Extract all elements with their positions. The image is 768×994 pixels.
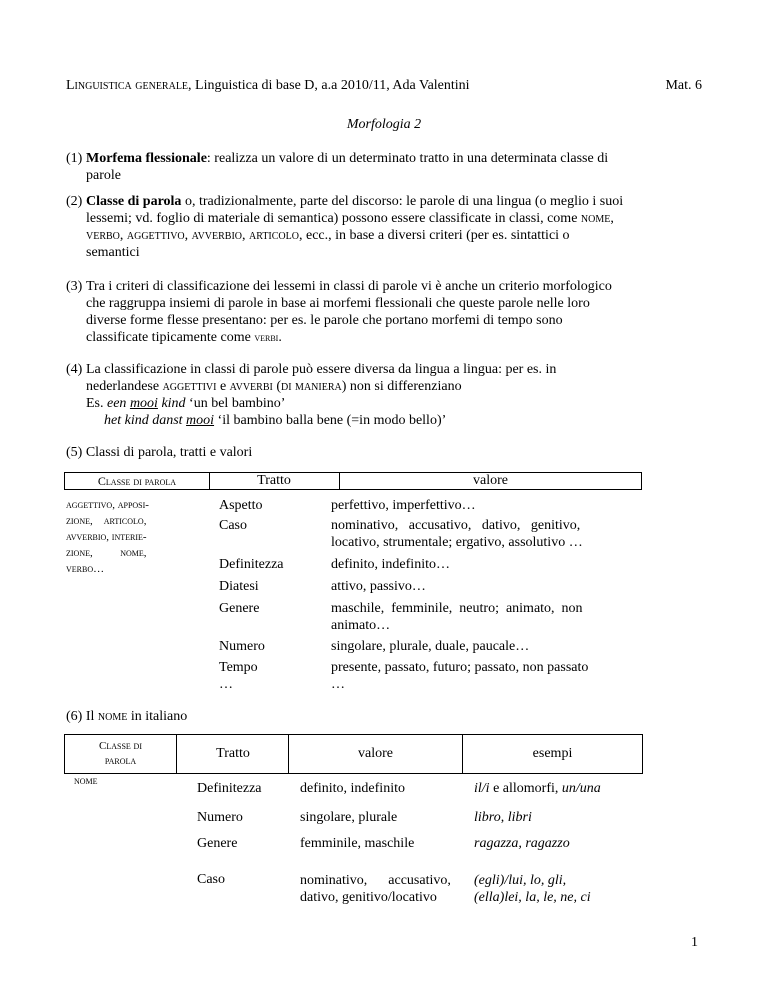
table5-tratto: Definitezza [219, 557, 284, 572]
item-text: o, tradizionalmente, parte del discorso: le parole di una lingua (o meglio i suoi [181, 194, 624, 209]
table6-esempi [474, 810, 532, 826]
section-5-label: (5) Classi di parola, tratti e valori [66, 445, 253, 460]
item-text-smallcaps: nome [580, 211, 611, 226]
class-list-line: verbo… [66, 563, 105, 575]
table5-header-classe: Classe di parola [65, 473, 210, 489]
example-text: libro [474, 810, 501, 825]
table6-class-nome: nome [74, 775, 98, 787]
table5-tratto: Aspetto [219, 498, 263, 513]
item-text: ) non si differenziano [341, 379, 462, 394]
item-2: (2) Classe di parola o, tradizionalmente, parte del discorso: le parole di una lingua (o meglio i suoi lessemi; vd. foglio di materiale di semantica) possono essere classificate in classi, come nome, verbo, aggettivo, avverbio, articolo, ecc., in base a diversi criteri (per es. sintattici o semantici [66, 194, 624, 260]
table5-header [64, 472, 642, 490]
example-text: e allomorfi, [489, 781, 562, 796]
table5-valore: singolare, plurale, duale, paucale… [331, 639, 530, 654]
item-text: classificate tipicamente come [86, 330, 255, 345]
title-number: 2 [410, 117, 422, 132]
page-header [66, 78, 702, 98]
value-line: animato… [331, 618, 391, 633]
item-text-smallcaps: aggettivi [162, 379, 217, 394]
value-line: nominativo, accusativo, [300, 873, 451, 888]
table6-tratto: Numero [197, 810, 243, 825]
table6-tratto: Definitezza [197, 781, 262, 796]
example-text: het kind danst [104, 413, 187, 428]
section-text-smallcaps: nome [97, 709, 128, 724]
item-4 [66, 361, 698, 395]
value-line: maschile, femminile, neutro; animato, non [331, 601, 583, 616]
section-6-label [66, 709, 187, 725]
table5-valore: presente, passato, futuro; passato, non passato [331, 660, 589, 675]
item-text: Tra i criteri di classificazione dei lessemi in classi di parole vi è anche un criterio morfologico [86, 279, 612, 294]
table6-tratto: Genere [197, 836, 238, 851]
item-text: : realizza un valore di un determinato tratto in una determinata classe di [206, 151, 609, 166]
table5-valore: perfettivo, imperfettivo… [331, 498, 476, 513]
table5-tratto: Numero [219, 639, 265, 654]
item-text: La classificazione in classi di parole può essere diversa da lingua a lingua: per es. in [86, 362, 557, 377]
header-course-name: Linguistica generale [66, 78, 189, 93]
value-line: dativo, genitivo/locativo [300, 890, 437, 905]
table5-tratto: Genere [219, 601, 260, 616]
table6-header-classe [65, 735, 177, 773]
table5-valore: attivo, passivo… [331, 579, 426, 594]
item-number: (3) [66, 279, 83, 294]
example-text: libri [507, 810, 532, 825]
table5-tratto: … [219, 677, 233, 692]
table5-valore: definito, indefinito… [331, 557, 450, 572]
item-text-smallcaps: di maniera [281, 379, 342, 394]
table5-tratto: Tempo [219, 660, 258, 675]
example-gloss: ‘il bambino balla bene (=in modo bello)’ [214, 413, 447, 428]
item-text: e [216, 379, 230, 394]
example-text: il/i [474, 781, 490, 796]
page-title [0, 117, 768, 133]
table6-header-valore: valore [289, 735, 463, 773]
item-text: diverse forme flesse presentano: per es. le parole che portano morfemi di tempo sono [86, 313, 563, 328]
section-text: (6) Il [66, 709, 98, 724]
table6-valore: definito, indefinito [300, 781, 405, 796]
class-list-line: avverbio, interie- [66, 531, 147, 543]
example-prefix: Es. [86, 396, 107, 411]
table6-tratto: Caso [197, 872, 225, 887]
item-number: (4) [66, 362, 83, 377]
header-material-number: Mat. 6 [665, 78, 702, 93]
table6-valore: femminile, maschile [300, 836, 415, 851]
item-number: (1) [66, 151, 83, 166]
item-number: (2) [66, 194, 83, 209]
item-text: parole [86, 168, 121, 183]
table5-tratto: Caso [219, 518, 247, 533]
value-line: locativo, strumentale; ergativo, assolutivo … [331, 535, 583, 550]
table5-classes [66, 497, 206, 577]
example-underlined: mooi [129, 396, 158, 411]
item-text: ( [272, 379, 281, 394]
example-1 [86, 395, 285, 412]
table5-valore: … [331, 677, 345, 692]
item-text-smallcaps: avverbi [229, 379, 273, 394]
table6-esempi [474, 872, 591, 906]
header-course-details: , Linguistica di base D, a.a 2010/11, Ada Valentini [188, 78, 470, 93]
item-text: nederlandese [86, 379, 163, 394]
table5-header-tratto: Tratto [209, 473, 340, 489]
example-line: (egli)/lui, lo, gli, [474, 873, 567, 888]
table6-valore: singolare, plurale [300, 810, 398, 825]
table6-esempi: ragazza, ragazzo [474, 836, 570, 851]
item-text: lessemi; vd. foglio di materiale di semantica) possono essere classificate in classi, come [86, 211, 581, 226]
example-2 [104, 412, 446, 429]
item-text-smallcaps: verbi [254, 330, 279, 344]
table6-header [64, 734, 643, 774]
item-text: . [278, 330, 282, 345]
example-underlined: mooi [186, 413, 215, 428]
header-line: Classe di [99, 740, 142, 752]
class-list-line: zione, articolo, [66, 515, 147, 527]
example-text: een [107, 396, 130, 411]
example-line: (ella)lei, la, le, ne, ci [474, 890, 591, 905]
table5-tratto: Diatesi [219, 579, 259, 594]
section-text: in italiano [127, 709, 188, 724]
item-text-smallcaps: verbo, aggettivo, avverbio, articolo [86, 228, 299, 243]
item-3 [66, 278, 698, 346]
header-line: parola [104, 755, 137, 767]
item-1 [66, 150, 698, 184]
page-number: 1 [691, 935, 698, 950]
table5-header-valore: valore [473, 473, 508, 488]
item-text: semantici [86, 245, 140, 260]
table6-header-esempi: esempi [532, 746, 573, 761]
class-list-line: aggettivo, apposi- [66, 499, 149, 511]
table6-valore [300, 872, 451, 906]
term-bold: Classe di parola [86, 194, 182, 209]
table6-header-tratto: Tratto [178, 735, 289, 773]
item-text: che raggruppa insiemi di parole in base ai morfemi flessionali che queste parole nelle loro [86, 296, 590, 311]
example-text: un/una [561, 781, 601, 796]
item-text: , ecc., in base a diversi criteri (per es. sintattici o [298, 228, 570, 243]
class-list-line: zione, nome, [66, 547, 147, 559]
title-text: Morfologia [346, 117, 411, 132]
table5-valore [331, 600, 639, 634]
term-bold: Morfema flessionale [86, 151, 207, 166]
value-line: nominativo, accusativo, dativo, genitivo, [331, 518, 581, 533]
table5-valore [331, 517, 639, 551]
header-course [66, 78, 470, 94]
example-text: kind [157, 396, 186, 411]
example-text: , [500, 810, 508, 825]
example-gloss: ‘un bel bambino’ [185, 396, 286, 411]
table6-esempi [474, 781, 601, 797]
